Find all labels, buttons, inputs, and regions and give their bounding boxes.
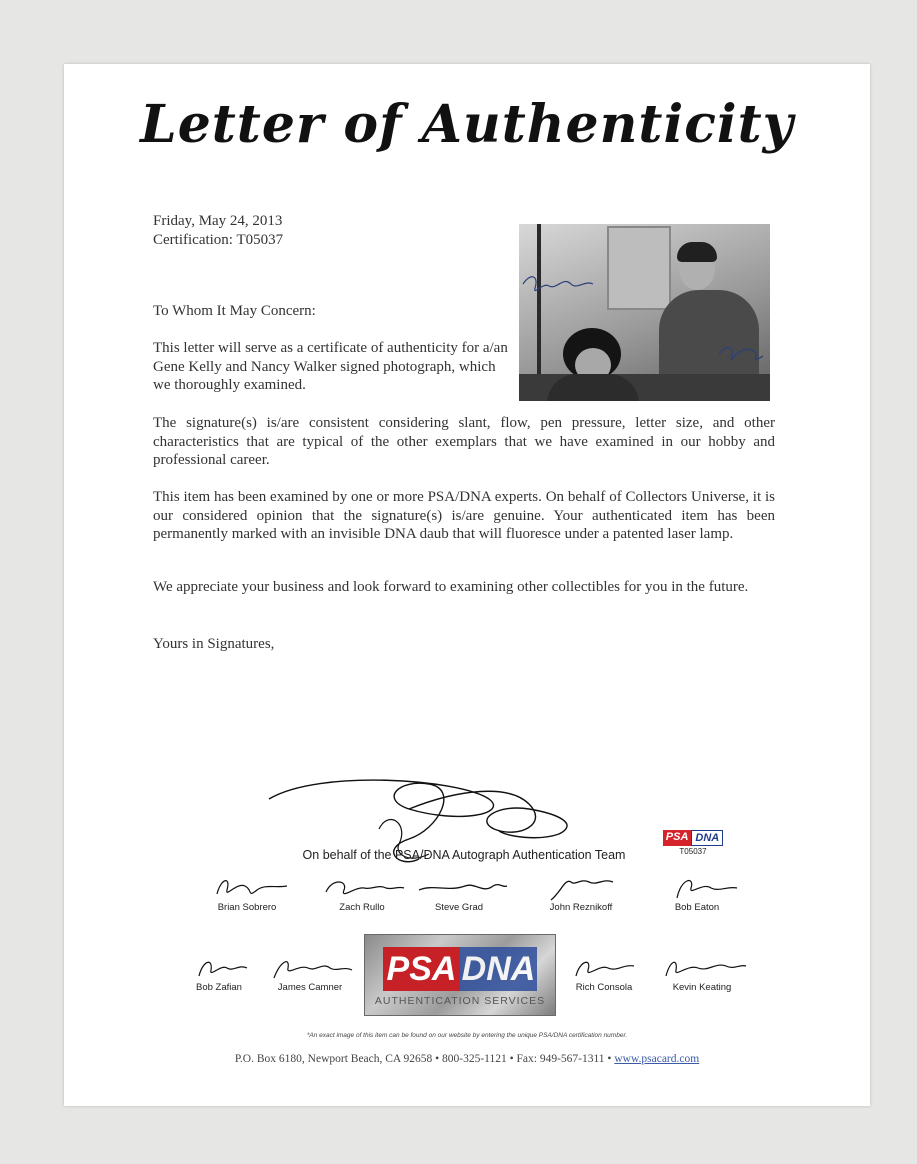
signer-name: John Reznikoff [549,902,613,913]
footnote: *An exact image of this item can be found on our website by entering the unique PSA/DNA certification number. [306,1032,628,1039]
seal-dna: DNA [460,947,537,991]
letter-title: Letter of Authenticity [140,94,794,155]
signer-name: Rich Consola [575,982,633,993]
signer-james-camner [255,952,365,993]
signer-name: James Camner [277,982,343,993]
signature-rich-consola [554,952,654,982]
paragraph-intro: This letter will serve as a certificate of authenticity for a/an Gene Kelly and Nancy Walker signed photograph, which we thoroughly examined. [153,340,508,393]
closing: Yours in Signatures, [153,636,275,652]
letter-meta [153,212,283,249]
signer-rich-consola [549,952,659,993]
signature-bob-eaton [647,872,747,902]
psa-dna-logo-small [664,830,722,846]
authentication-seal [364,934,556,1016]
signer-bob-eaton [642,872,752,913]
signer-zach-rullo [307,872,417,913]
authentication-team-line: On behalf of the PSA/DNA Autograph Authentication Team [302,848,626,862]
badge-psa: PSA [663,830,692,846]
signer-steve-grad [404,872,514,913]
photo-autographs [519,224,770,401]
badge-cert-number: T05037 [679,847,707,856]
signer-brian-sobrero [192,872,302,913]
letter-page [64,64,870,1106]
signature-brian-sobrero [197,872,297,902]
address-text: P.O. Box 6180, Newport Beach, CA 92658 • 800-325-1121 • Fax: 949-567-1311 • [234,1053,612,1065]
signer-name: Bob Eaton [674,902,720,913]
signature-bob-zafian [169,952,269,982]
signer-name: Brian Sobrero [217,902,277,913]
signer-kevin-keating [647,952,757,993]
letter-date: Friday, May 24, 2013 [153,213,283,229]
certification-number: Certification: T05037 [153,231,284,248]
psa-dna-seal-logo [383,947,537,991]
signature-zach-rullo [312,872,412,902]
address-line [64,1053,870,1065]
signer-name: Steve Grad [434,902,484,913]
badge-dna: DNA [691,830,723,846]
signature-kevin-keating [652,952,752,982]
signature-james-camner [260,952,360,982]
website-link[interactable]: www.psacard.com [614,1053,700,1065]
signer-name: Zach Rullo [339,902,385,913]
lead-signature-flourish [259,769,599,879]
paragraph-consistency: The signature(s) is/are consistent considering slant, flow, pen pressure, letter size, and other characteristics that are typical of the other exemplars that we have examined in our hobby and professional career. [153,415,775,468]
signature-steve-grad [409,872,509,902]
seal-caption: AUTHENTICATION SERVICES [374,995,546,1007]
signer-name: Kevin Keating [672,982,732,993]
signature-john-reznikoff [531,872,631,902]
paragraph-appreciation: We appreciate your business and look forward to examining other collectibles for you in the future. [153,579,749,595]
paragraph-examination: This item has been examined by one or more PSA/DNA experts. On behalf of Collectors Universe, it is our considered opinion that the signature(s) is/are genuine. Your authenticated item has been permanently marked with an invisible DNA daub that will fluoresce under a patented laser lamp. [153,489,775,542]
signer-john-reznikoff [526,872,636,913]
signer-name: Bob Zafian [196,982,242,993]
psa-dna-badge [664,830,722,856]
salutation: To Whom It May Concern: [153,303,316,319]
seal-psa: PSA [383,947,460,991]
signed-photograph [519,224,770,401]
